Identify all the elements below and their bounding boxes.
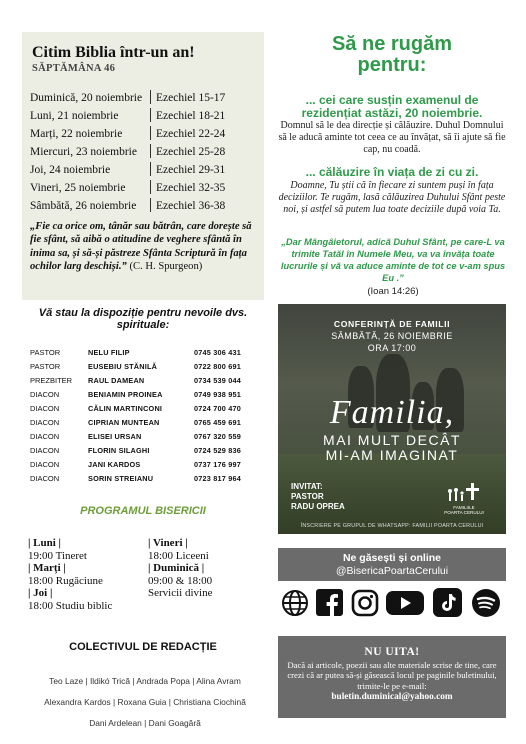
poster-footer: ÎNSCRIERE PE GRUPUL DE WHATSAPP: FAMILII POARTA CERULUI — [300, 523, 484, 529]
families-logo-icon — [444, 482, 484, 504]
prayer-item2-heading: ... călăuzire în viața de zi cu zi. — [305, 165, 479, 179]
program-event-duminica: Servicii divine — [148, 587, 213, 600]
contact-name: NELU FILIP — [88, 347, 130, 357]
poster-invited — [291, 482, 345, 512]
program-event-luni: 19:00 Tineret — [28, 549, 87, 562]
online-handle[interactable]: @BisericaPoartaCerului — [335, 564, 449, 577]
reading-row — [30, 162, 260, 176]
poster-subtitle-1: MAI MULT DECÂT — [323, 432, 461, 448]
reading-day: Duminică, 20 noiembrie — [30, 92, 143, 104]
reading-row — [30, 180, 260, 194]
reading-book: Ezechiel 25-28 — [150, 144, 260, 158]
quote-author: (C. H. Spurgeon) — [129, 261, 203, 273]
contact-role: DIACON — [30, 403, 60, 413]
tiktok-icon[interactable] — [432, 588, 462, 617]
poster-invited-name: RADU OPREA — [291, 502, 345, 511]
globe-icon[interactable] — [280, 588, 309, 617]
reading-day: Marți, 22 noiembrie — [30, 128, 123, 140]
contact-role: DIACON — [30, 445, 60, 455]
program-event-joi: 18:00 Studiu biblic — [28, 599, 113, 612]
reading-row — [30, 108, 260, 122]
youtube-icon[interactable] — [384, 588, 426, 617]
program-time-duminica: 09:00 & 18:00 — [148, 574, 213, 587]
prayer-title — [283, 34, 501, 76]
reading-book: Ezechiel 22-24 — [150, 126, 260, 140]
spurgeon-quote — [30, 220, 258, 274]
instagram-icon[interactable] — [350, 588, 379, 617]
program-right-column — [148, 537, 212, 600]
reading-day: Joi, 24 noiembrie — [30, 164, 111, 176]
reading-day: Miercuri, 23 noiembrie — [30, 146, 137, 158]
prayer-item1-heading: ... cei care susțin examenul de rezidențiat astăzi, 20 noiembrie. — [301, 93, 483, 120]
contact-name: EUSEBIU STĂNILĂ — [88, 361, 158, 371]
contact-role: PASTOR — [30, 361, 61, 371]
contact-row — [30, 387, 270, 401]
contact-row — [30, 415, 270, 429]
prayer-item2-body: Doamne, Tu știi că în fiecare zi suntem puși în fața deciziilor. Te rugăm, lasă călăuzirea Duhului Sfânt peste noi, și astfel să putem lua toate deciziile după voia Ta. — [278, 180, 506, 215]
reading-row — [30, 90, 260, 104]
contact-name: SORIN STREIANU — [88, 473, 154, 483]
contact-phone[interactable]: 0737 176 997 — [194, 459, 242, 469]
contact-phone[interactable]: 0724 700 470 — [194, 403, 242, 413]
contact-role: DIACON — [30, 431, 60, 441]
editors-line: Teo Laze | Ildikó Trică | Andrada Popa | Alina Avram — [49, 676, 241, 686]
contact-name: RAUL DAMEAN — [88, 375, 145, 385]
prayer-title-line2: pentru: — [357, 54, 427, 76]
bible-verse: „Dar Mângâietorul, adică Duhul Sfânt, pe care-L va trimite Tatăl în Numele Meu, va va învăța toate lucrurile și vă va aduce aminte de tot ce v-am spus Eu .” — [280, 237, 506, 283]
contact-role: DIACON — [30, 417, 60, 427]
program-heading: PROGRAMUL BISERICII — [80, 505, 206, 517]
reading-day: Sâmbătă, 26 noiembrie — [30, 200, 137, 212]
reading-book: Ezechiel 15-17 — [150, 90, 260, 104]
poster-time: ORA 17:00 — [367, 343, 417, 353]
spotify-icon[interactable] — [469, 588, 503, 617]
contact-row — [30, 345, 270, 359]
contact-row — [30, 471, 270, 485]
contact-phone[interactable]: 0765 459 691 — [194, 417, 242, 427]
program-day-luni: | Luni | — [28, 537, 61, 549]
editors-line: Dani Ardelean | Dani Goagără — [89, 718, 201, 728]
program-day-joi: | Joi | — [28, 587, 53, 600]
poster-invited-role: PASTOR — [291, 492, 324, 501]
poster-title: Familia, — [329, 394, 455, 431]
contact-row — [30, 373, 270, 387]
bible-title: Citim Biblia într-un an! — [32, 44, 195, 61]
program-day-duminica: | Duminică | — [148, 562, 205, 575]
reading-book: Ezechiel 36-38 — [150, 198, 260, 212]
quote-text: „Fie ca orice om, tânăr sau bătrân, care dorește să fie sfânt, să aibă o atitudine de veghere sfântă în inima sa, și să-și păstreze Sfânta Scriptură în fața ochilor larg deschiși.” — [30, 221, 252, 273]
bible-verse-reference: (Ioan 14:26) — [367, 286, 419, 297]
program-event-vineri: 18:00 Liceeni — [148, 549, 209, 562]
program-day-vineri: | Vineri | — [148, 537, 188, 549]
program-day-marti: | Marți | — [28, 562, 66, 575]
contact-name: BENIAMIN PROINEA — [88, 389, 163, 399]
reading-day: Luni, 21 noiembrie — [30, 110, 119, 122]
contact-role: DIACON — [30, 389, 60, 399]
families-logo — [436, 482, 492, 515]
contact-phone[interactable]: 0749 938 951 — [194, 389, 242, 399]
contact-name: FLORIN SILAGHI — [88, 445, 150, 455]
bible-reading-panel — [22, 32, 264, 300]
contact-row — [30, 457, 270, 471]
reading-row — [30, 144, 260, 158]
program-event-marti: 18:00 Rugăciune — [28, 574, 103, 587]
reading-row — [30, 198, 260, 212]
contact-name: CIPRIAN MUNTEAN — [88, 417, 160, 427]
contact-phone[interactable]: 0724 529 836 — [194, 445, 242, 455]
reading-book: Ezechiel 32-35 — [150, 180, 260, 194]
reading-row — [30, 126, 260, 140]
program-left-column — [28, 537, 112, 613]
facebook-icon[interactable] — [315, 588, 344, 617]
contact-role: PREZBITER — [30, 375, 73, 385]
contact-role: PASTOR — [30, 347, 61, 357]
logo-line-1: FAMILIILE — [453, 505, 475, 510]
prayer-title-line1: Să ne rugăm — [331, 33, 453, 55]
contact-row — [30, 443, 270, 457]
poster-invited-label: INVITAT: — [291, 482, 323, 491]
reminder-heading: NU UITA! — [364, 646, 420, 658]
contact-phone[interactable]: 0745 306 431 — [194, 347, 242, 357]
family-conference-poster[interactable] — [278, 304, 506, 534]
online-banner — [278, 548, 506, 581]
online-heading: Ne găsești și online — [342, 552, 442, 564]
reminder-email[interactable]: buletin.duminical@yahoo.com — [331, 691, 453, 702]
editors-list — [22, 671, 268, 734]
contact-row — [30, 359, 270, 373]
logo-line-2: POARTA CERULUI — [444, 510, 484, 515]
contact-phone[interactable]: 0722 800 691 — [194, 361, 242, 371]
contact-role: DIACON — [30, 459, 60, 469]
contact-name: CĂLIN MARTINCONI — [88, 403, 163, 413]
reading-day: Vineri, 25 noiembrie — [30, 182, 126, 194]
contact-name: ELISEI URSAN — [88, 431, 142, 441]
contact-row — [30, 401, 270, 415]
poster-date: SÂMBĂTĂ, 26 NOIEMBRIE — [331, 331, 453, 341]
reading-book: Ezechiel 29-31 — [150, 162, 260, 176]
reminder-body: Dacă ai articole, poezii sau alte materiale scrise de tine, care crezi că ar putea să-și găsească locul pe paginile buletinului, trimite-le pe e-mail: — [287, 660, 497, 691]
poster-subtitle-2: MI-AM IMAGINAT — [325, 447, 459, 463]
contact-phone[interactable]: 0767 320 559 — [194, 431, 242, 441]
editors-heading: COLECTIVUL DE REDACȚIE — [69, 641, 217, 653]
contact-phone[interactable]: 0734 539 044 — [194, 375, 242, 385]
prayer-item1-body: Domnul să le dea direcție și călăuzire. Duhul Domnului să le aducă aminte tot ceea ce au învățat, să îi ajute să fie cap, nu coadă. — [278, 120, 506, 155]
contacts-heading: Vă stau la dispoziție pentru nevoile dvs. spirituale: — [38, 307, 248, 331]
editors-line: Alexandra Kardos | Roxana Guia | Christiana Ciochină — [44, 697, 246, 707]
contact-phone[interactable]: 0723 817 964 — [194, 473, 242, 483]
contact-row — [30, 429, 270, 443]
poster-conference: CONFERINȚĂ DE FAMILII — [333, 319, 451, 329]
contact-name: JANI KARDOS — [88, 459, 141, 469]
reading-book: Ezechiel 18-21 — [150, 108, 260, 122]
reminder-box — [278, 636, 506, 718]
contact-role: DIACON — [30, 473, 60, 483]
bible-week: SĂPTĂMÂNA 46 — [32, 63, 116, 74]
